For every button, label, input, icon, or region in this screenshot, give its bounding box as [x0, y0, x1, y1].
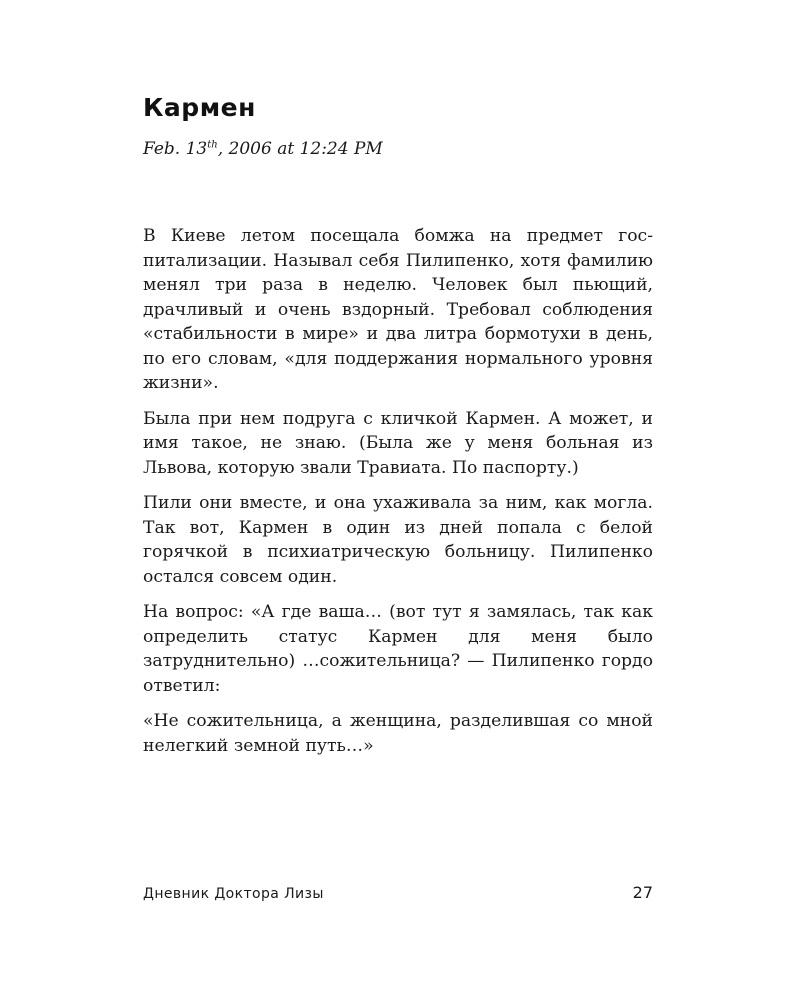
entry-date	[143, 139, 383, 159]
paragraph: Была при нем подруга с кличкой Кармен. А может, и имя такое, не знаю. (Была же у меня больная из Львова, которую звали Травиата. По паспорту.)	[143, 408, 653, 478]
paragraph: Пили они вместе, и она ухаживала за ним, как могла. Так вот, Кармен в один из дней попала с белой горячкой в психиатрическую больницу. Пилипенко остался совсем один.	[143, 493, 653, 587]
entry-body	[143, 224, 653, 769]
entry-title: Кармен	[143, 93, 256, 122]
entry-date-rest: , 2006 at 12:24 PM	[217, 139, 383, 159]
entry-date-suffix: th	[207, 139, 218, 151]
page-number: 27	[632, 883, 653, 902]
paragraph: На вопрос: «А где ваша… (вот тут я замялась, так как определить статус Кармен для меня было затруднительно) …сожительница? — Пилипенко гордо ответил:	[143, 602, 653, 696]
paragraph: В Киеве летом посещала бомжа на предмет госпитализации. Называл себя Пилипенко, хотя фамилию менял три раза в неделю. Человек был пьющий, драчливый и очень вздорный. Требовал соблюдения «стабильности в мире» и два литра бормотухи в день, по его словам, «для поддержания нормального уровня жизни».	[143, 226, 653, 393]
running-footer-book-title: Дневник Доктора Лизы	[143, 886, 324, 902]
paragraph: «Не сожительница, а женщина, разделившая со мной нелегкий земной путь…»	[143, 711, 653, 756]
entry-date-month-day: Feb. 13	[143, 139, 208, 159]
